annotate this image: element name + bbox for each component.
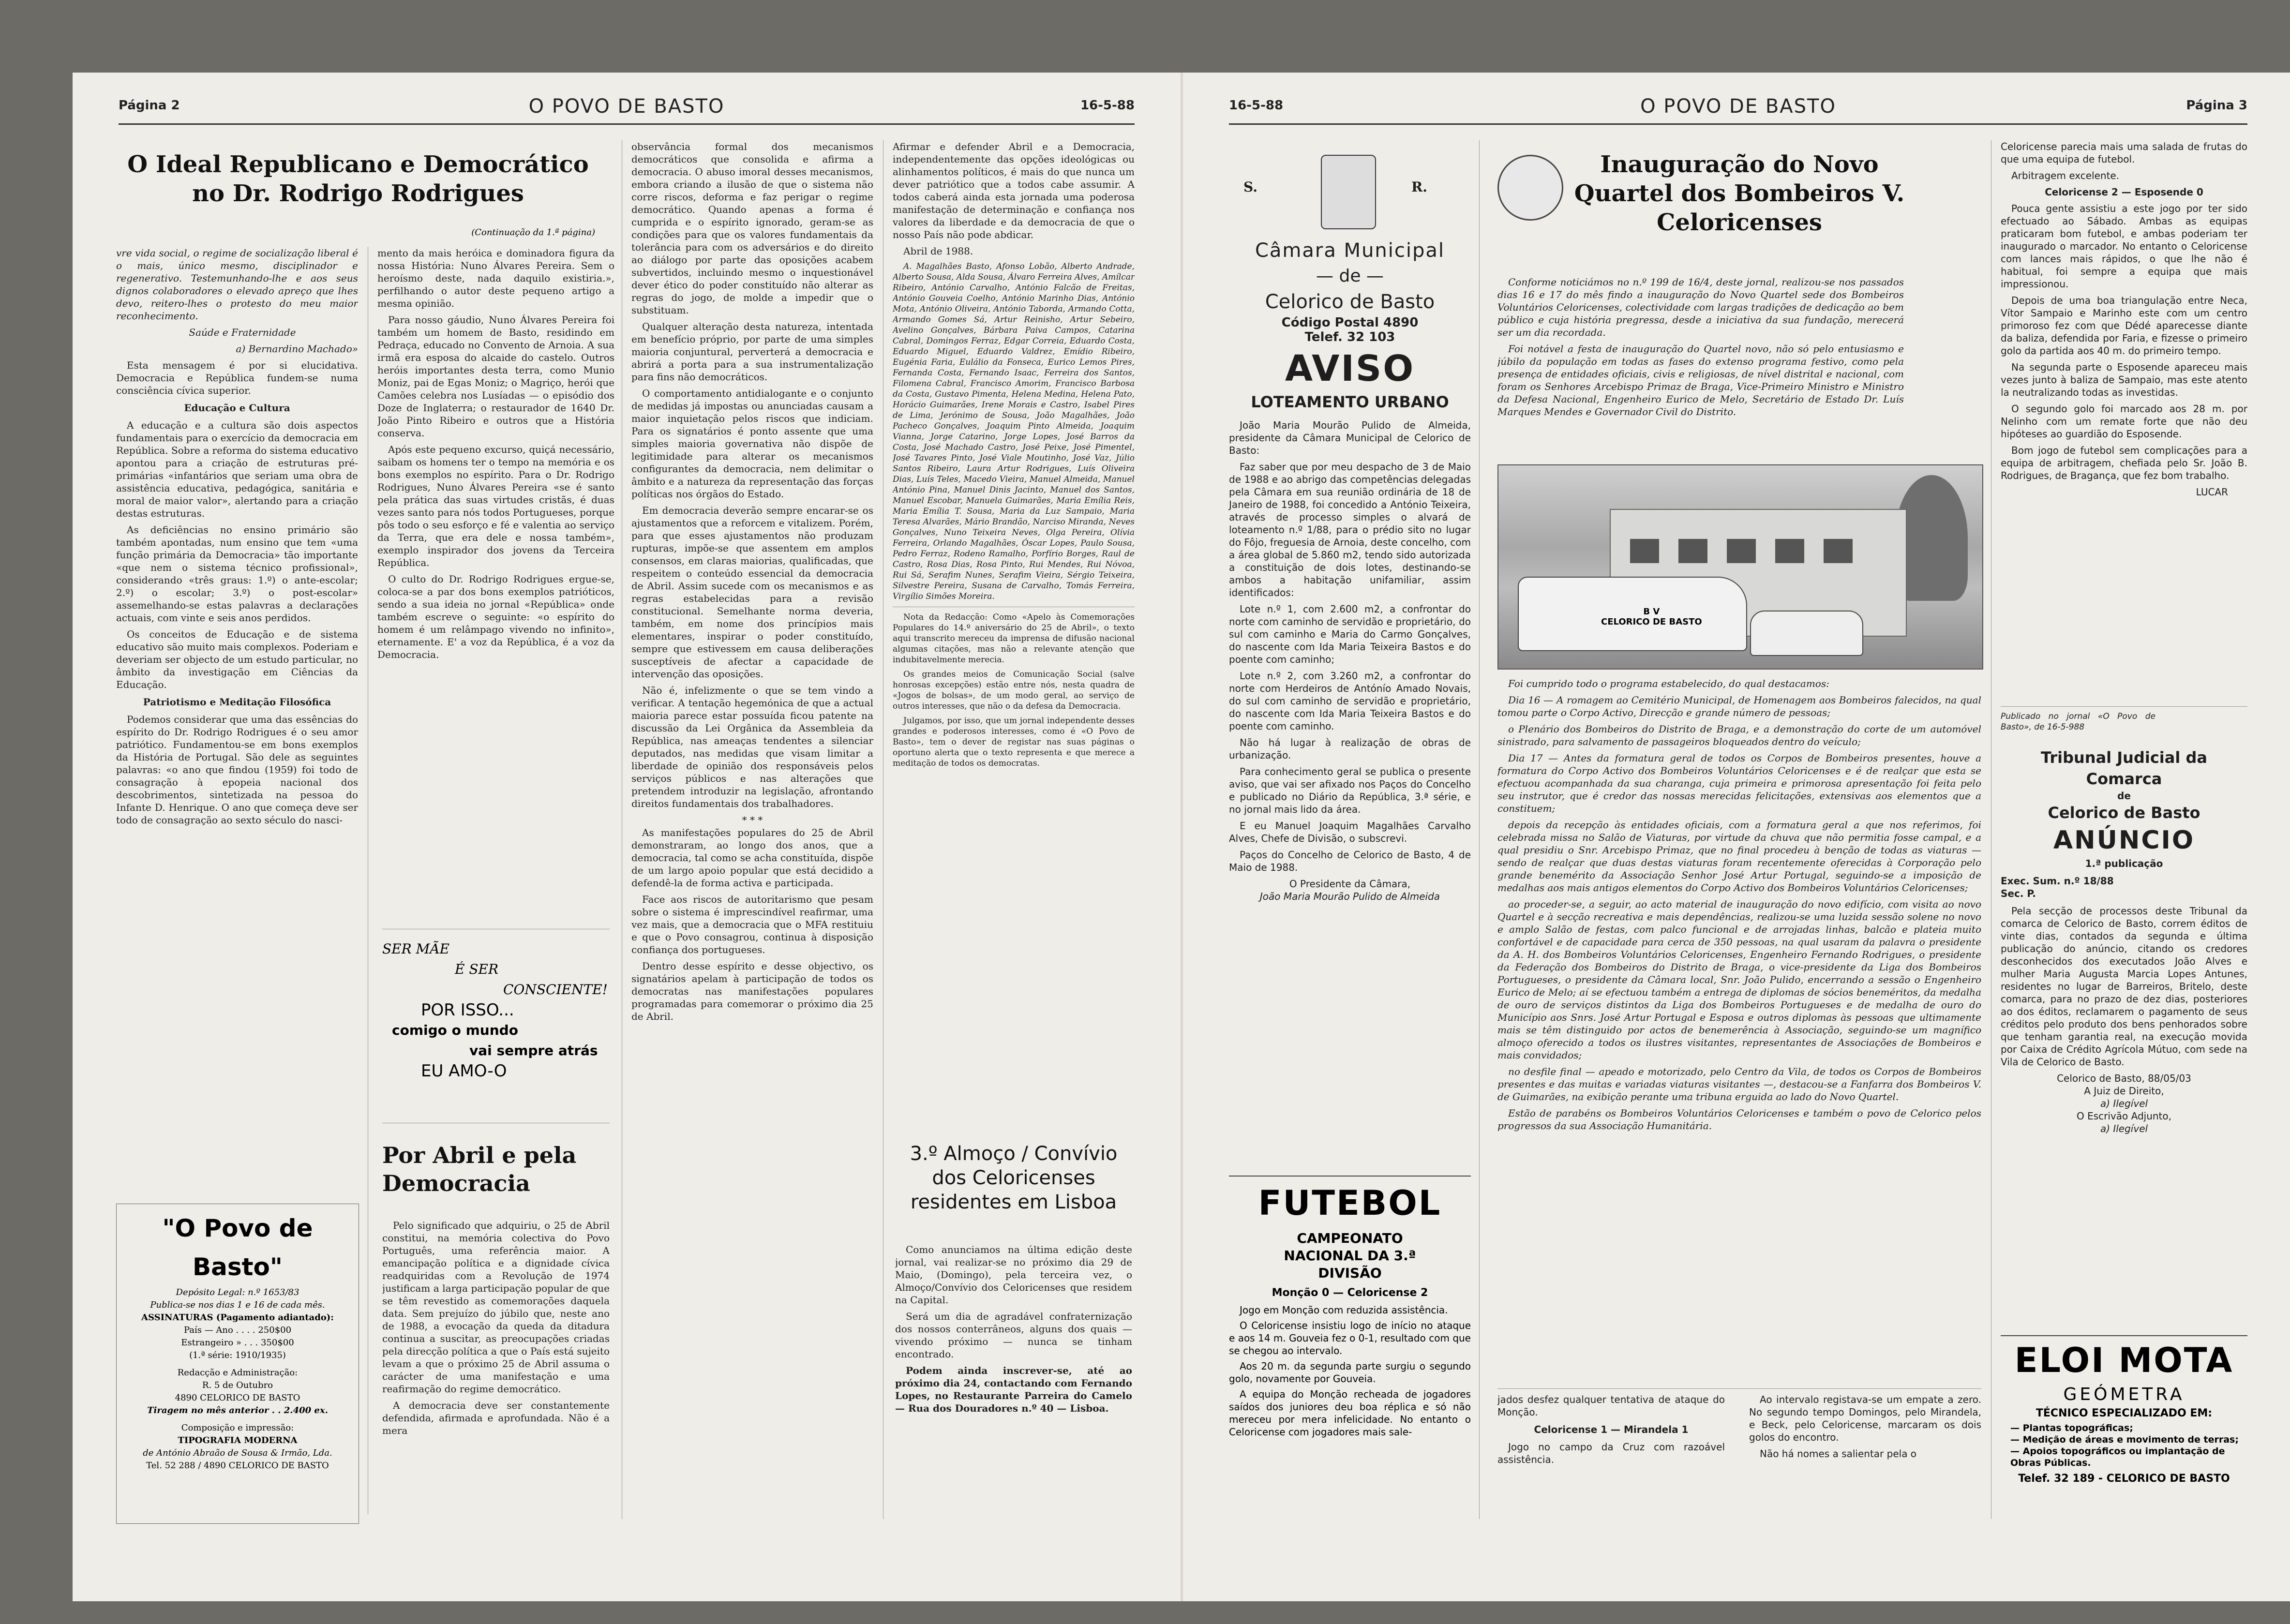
almoco-headline: 3.º Almoço / Convívio dos Celoricenses residentes em Lisboa xyxy=(910,1143,1118,1213)
sign-name: João Maria Mourão Pulido de Almeida xyxy=(1259,891,1440,902)
paragraph: As deficiências no ensino primário são também apontadas, num ensino que tem «uma função primária da Democracia» tão importante «que nem o sistema técnico profissional», considerando «três graus: 1.º) o ante-escolar; 2.º) o escolar; 3.º) o post-escolar» assemelhando-se estas palavras a declarações actuais, com vinte e seis anos perdidos. xyxy=(116,524,358,624)
match-result: Celoricense 2 — Esposende 0 xyxy=(2045,186,2203,198)
issue-date: 16-5-88 xyxy=(1229,98,1284,113)
ad-item: — Apoios topográficos ou implantação de Obras Públicas. xyxy=(2010,1446,2225,1468)
paragraph: Não há lugar à realização de obras de urbanização. xyxy=(1229,737,1471,761)
subs-pais: País — Ano . . . . 250$00 xyxy=(183,1325,292,1335)
tribunal-title-1: Tribunal Judicial da Comarca xyxy=(2041,748,2207,788)
paragraph: Qualquer alteração desta natureza, intentada em benefício próprio, por parte de uma simples maioria conjuntural, perverterá a democracia e abrirá a porta para a sua instrumentalização para fins não democráticos. xyxy=(631,321,873,383)
town: 4890 CELORICO DE BASTO xyxy=(175,1393,300,1403)
legal-deposit: Depósito Legal: n.º 1653/83 xyxy=(176,1287,299,1297)
almoco-column xyxy=(895,1243,1132,1519)
masthead-name: "O Povo de Basto" xyxy=(162,1214,313,1281)
paragraph: Jogo no campo da Cruz com razoável assistência. xyxy=(1497,1441,1725,1465)
sr-right: R. xyxy=(1411,179,1427,195)
paragraph: Foi cumprido todo o programa estabelecido, do qual destacamos: xyxy=(1508,678,1829,689)
paragraph: Aos 20 m. da segunda parte surgiu o segundo golo, novamente por Gouveia. xyxy=(1229,1360,1471,1385)
paragraph: Podemos considerar que uma das essências do espírito do Dr. Rodrigo Rodrigues é o seu amor patriótico. Fundamentou-se em bons exemplos da História de Portugal. São dele as seguintes palavras: «o ano que findou (1959) foi todo de consagração à epopeia nacional dos descobrimentos, sintetizada na pessoa do Infante D. Henrique. O ano que começa deve ser todo de consagração ao sexto século do nasci- xyxy=(116,714,358,826)
publicacao: 1.ª publicação xyxy=(2085,858,2163,869)
paragraph: jados desfez qualquer tentativa de ataque do Monção. xyxy=(1497,1394,1725,1418)
paragraph: Faz saber que por meu despacho de 3 de Maio de 1988 e ao abrigo das competências delegadas pela Câmara em sua reunião ordinária de 18 de Janeiro de 1988, foi concedido a António Teixeira, através de processo simples o alvará de loteamento n.º 1/88, para o prédio sito no lugar do Fôjo, freguesia de Arnoia, deste concelho, com a área global de 5.860 m2, tendo sido autorizada a constituição de dois lotes, destinando-se ambos a habitação unifamiliar, assim identificados: xyxy=(1229,461,1471,598)
paragraph: O segundo golo foi marcado aos 28 m. por Nelinho com um remate forte que não deu hipóteses ao guardião do Esposende. xyxy=(2001,403,2247,440)
paragraph: no desfile final — apeado e motorizado, pelo Centro da Vila, de todos os Corpos de Bombeiros presentes e das muitas e variadas viaturas visitantes —, destacou-se a Fanfarra dos Bombeiros V. de Guimarães, na exibição perante uma tribuna erguida ao lado do Novo Quartel. xyxy=(1497,1066,1981,1103)
subs-estrangeiro: Estrangeiro » . . . 350$00 xyxy=(181,1338,294,1348)
poem-line: EU AMO-O xyxy=(421,1061,507,1081)
camara-name-1: Câmara Municipal xyxy=(1255,239,1445,262)
bombeiros-logo-icon xyxy=(1497,155,1563,221)
paragraph: O comportamento antidialogante e o conjunto de medidas já impostas ou anunciadas causam a maior inquietação pelos riscos que indiciam. Para os signatários é ponto assente que uma simples maioria governativa não dispõe de legitimidade para alterar os mecanismos configurantes da democracia, nem delimitar o âmbito e a natureza da representação das forças políticas nos órgãos do Estado. xyxy=(631,387,873,500)
column-2 xyxy=(377,247,614,914)
fire-station-photo xyxy=(1497,464,1983,670)
camara-name-2: — de — xyxy=(1316,266,1384,286)
composicao: Composição e impressão: xyxy=(181,1423,294,1433)
paragraph: A democracia deve ser constantemente defendida, afirmada e aprofundada. Não é a mera xyxy=(382,1400,610,1436)
paragraph: Pelo significado que adquiriu, o 25 de Abril constitui, na memória colectiva do Povo Português, uma referência maior. A emancipação política e a dignidade cívica readquiridas com a Revolução de 1974 justificam a larga participação popular de que se têm revestido as comemorações daquela data. Sem prejuízo do júbilo que, neste ano de 1988, a evocação da queda da ditadura continua a suscitar, as preocupações criadas pela direcção política a que o País está sujeito levam a que o próximo 25 de Abril assuma o carácter de uma manifestação e uma reafirmação do regime democrático. xyxy=(382,1220,610,1395)
futebol-continued-1 xyxy=(1497,1393,1725,1519)
ad-item: — Plantas topográficas; xyxy=(2010,1423,2133,1433)
column-3 xyxy=(631,140,873,1519)
paper-title: O POVO DE BASTO xyxy=(1640,95,1836,118)
paragraph: Jogo em Monção com reduzida assistência. xyxy=(1240,1304,1448,1316)
paragraph: Conforme noticiámos no n.º 199 de 16/4, deste jornal, realizou-se nos passados dias 16 e 17 do mês findo a inauguração do Novo Quartel sede dos Bombeiros Voluntários Celoricenses, colectividade com largas tradições de dedicação ao bem público e cuja história pregressa, desde a iniciativa da sua fundação, merecerá ser um dia recordada. xyxy=(1497,276,1904,338)
futebol-title: FUTEBOL xyxy=(1258,1183,1442,1223)
published-note: Publicado no jornal «O Povo de Basto», de 16-5-988 xyxy=(2001,712,2155,732)
bombeiros-body xyxy=(1497,677,1981,1384)
paragraph: Dia 17 — Antes da formatura geral de todos os Corpos de Bombeiros presentes, houve a formatura do Corpo Activo dos Bombeiros Voluntários Celoricenses e é de realçar que esta se efectuou acompanhada da sua charanga, cuja primeira e primorosa apresentação foi feita pelo seu instrutor, que é credor das nossas merecidas felicitações, extensivas aos elementos que a constituem; xyxy=(1497,752,1981,814)
address: R. 5 de Outubro xyxy=(202,1380,273,1390)
bombeiros-headline: Inauguração do Novo Quartel dos Bombeiros V. Celoricenses xyxy=(1574,151,1905,236)
paper-title: O POVO DE BASTO xyxy=(528,95,725,118)
main-headline: O Ideal Republicano e Democrático no Dr. Rodrigo Rodrigues xyxy=(127,151,589,207)
editor-note: Os grandes meios de Comunicação Social (salve honrosas excepções) estão entre nós, nesta quadra de «Jogos de bolsas», de um modo geral, ao serviço de outros interesses, que não o da defesa da Democracia. xyxy=(893,670,1135,711)
page-2 xyxy=(73,73,1181,1601)
salute: Saúde e Fraternidade xyxy=(189,327,296,338)
poem-line: vai sempre atrás xyxy=(469,1043,598,1058)
paragraph: O Celoricense insistiu logo de início no ataque e aos 14 m. Gouveia fez o 0-1, resultado com que se chegou ao intervalo. xyxy=(1229,1320,1471,1356)
paragraph: Lote n.º 1, com 2.600 m2, a confrontar do norte com caminho de servidão e proprietário, do sul com caminho e Maria do Carmo Gonçalves, do nascente com Ida Maria Teixeira Bastos e do poente com caminho; xyxy=(1229,603,1471,665)
clerk-sign: a) Ilegível xyxy=(2100,1123,2148,1134)
sign-title: O Presidente da Câmara, xyxy=(1289,878,1411,890)
date-line: Abril de 1988. xyxy=(903,245,973,257)
paragraph: Pela secção de processos deste Tribunal da comarca de Celorico de Basto, correm éditos de vinte dias, contados da segunda e última publicação do anúncio, citando os credores desconhecidos dos executados João Alves e mulher Maria Augusta Marcia Lopes Antunes, residentes no lugar de Barreiros, Britelo, deste comarca, para no prazo de dez dias, posteriores ao dos éditos, reclamarem o pagamento de seus créditos pelo produto dos bens penhorados sobre que tenham garantia real, na execução movida por Caixa de Crédito Agrícola Mútuo, com sede na Vila de Celorico de Basto. xyxy=(2001,905,2247,1068)
poem-line: comigo o mundo xyxy=(392,1022,518,1038)
serie: (1.ª série: 1910/1935) xyxy=(189,1350,286,1360)
page-number: Página 2 xyxy=(119,98,180,113)
paragraph: Como anunciamos na última edição deste jornal, vai realizar-se no próximo dia 29 de Maio, (Domingo), pela terceira vez, o Almoço/Convívio dos Celoricenses que residem na Capital. xyxy=(895,1244,1132,1306)
signature: LUCAR xyxy=(2196,486,2228,498)
paragraph: Não há nomes a salientar pela o xyxy=(1760,1448,1917,1460)
printer-of: de António Abraão de Sousa & Irmão, Lda. xyxy=(143,1448,332,1458)
paragraph: Na segunda parte o Esposende apareceu mais vezes junto à baliza de Sampaio, mas este atento la neutralizando todas as investidas. xyxy=(2001,361,2247,398)
telephone: Telef. 32 103 xyxy=(1304,330,1395,344)
loteamento-title: LOTEAMENTO URBANO xyxy=(1251,393,1449,411)
municipal-crest-icon xyxy=(1321,155,1376,229)
paragraph: Após este pequeno excurso, quiçá necessário, saibam os homens ter o tempo na memória e os bons exemplos no espírito. Para o Dr. Rodrigo Rodrigues, Nuno Álvares Pereira «se é santo pela prática das suas virtudes cristãs, é duas vezes santo para nós todos Portugueses, porque pôs todo o seu esforço e fé e valentia ao serviço da Terra, que era dele e nossa também», exemplo inspirador dos jovens da Terceira República. xyxy=(377,444,614,568)
subscriptions-title: ASSINATURAS (Pagamento adiantado): xyxy=(141,1312,334,1323)
aviso-title: AVISO xyxy=(1285,348,1415,389)
notice-date: Celorico de Basto, 88/05/03 xyxy=(2057,1073,2191,1084)
ad-name: ELOI MOTA xyxy=(2014,1341,2234,1380)
masthead-box xyxy=(116,1204,359,1524)
schedule: Publica-se nos dias 1 e 16 de cada mês. xyxy=(150,1300,325,1310)
paragraph: Os conceitos de Educação e de sistema educativo são muito mais complexos. Poderiam e deveriam ser objecto de um estudo particular, no âmbito da investigação em Ciências da Educação. xyxy=(116,628,358,690)
tribunal-title-3: Celorico de Basto xyxy=(2048,804,2200,822)
paragraph: depois da recepção às entidades oficiais, com a formatura geral a que nos referimos, foi celebrada missa no Salão de Viaturas, por virtude da chuva que não permitia fosse campal, e a qual presidiu o Snr. Arcebispo Primaz, que no final procedeu à benção de todas as viaturas — sendo de realçar que duas destas viaturas foram recentemente oferecidas à Corporação pelo grande benemérito da Associação Senhor José Artur Portugal, seguindo-se a imposição de medalhas aos mais antigos elementos do Corpo Activo dos Bombeiros Voluntários Celoricenses; xyxy=(1497,819,1981,894)
van-lettering: B V CELORICO DE BASTO xyxy=(1601,607,1702,627)
editor-note: Julgamos, por isso, que um jornal independente desses grandes e poderosos interesses, como é «O Povo de Basto», tem o dever de registar nas suas páginas o oportuno alerta que o texto representa e que merece a meditação de todos os democratas. xyxy=(893,716,1135,768)
paragraph: A educação e a cultura são dois aspectos fundamentais para o exercício da democracia em República. Sobre a reforma do sistema educativo apontou para a criação de estruturas pré-primárias «infantários que seriam uma obra de assistência educativa, pedagógica, sanitária e moral de maior valor», alertando para a criação destas estruturas. xyxy=(116,419,358,519)
paragraph: Pouca gente assistiu a este jogo por ter sido efectuado ao Sábado. Ambas as equipas praticaram bom futebol, e ambas poderiam ter inaugurado o marcador. No entanto o Celoricense com lances mais rápidos, o que lhe não é habitual, foi sempre a equipa que mais impressionou. xyxy=(2001,203,2247,290)
paragraph: Lote n.º 2, com 3.260 m2, a confrontar do norte com Herdeiros de Antónío Amado Novais, do sul com caminho de servidão e proprietário, do nascente com Ida Maria Teixeira Bastos e do poente com caminho. xyxy=(1229,670,1471,732)
redaccao: Redacção e Administração: xyxy=(177,1368,298,1378)
signature: a) Bernardino Machado» xyxy=(236,343,358,355)
newspaper-spread xyxy=(73,73,2290,1601)
paragraph: João Maria Mourão Pulido de Almeida, presidente da Câmara Municipal de Celorico de Basto: xyxy=(1229,419,1471,456)
paragraph: Arbitragem excelente. xyxy=(2011,170,2120,181)
paragraph: Podem ainda inscrever-se, até ao próximo dia 24, contactando com Fernando Lopes, no Restaurante Parreira do Camelo — Rua dos Douradores n.º 40 — Lisboa. xyxy=(895,1365,1132,1414)
paragraph: Para conhecimento geral se publica o presente aviso, que vai ser afixado nos Paços do Concelho e publicado no Diário da República, 3.ª série, e no jornal mais lido da área. xyxy=(1229,766,1471,815)
paragraph: A equipa do Monção recheada de jogadores saídos dos juniores deu boa réplica e só não mereceu por mera infelicidade. No entanto o Celoricense com jogadores mais sale- xyxy=(1229,1388,1471,1438)
paragraph: As manifestações populares do 25 de Abril demonstraram, ao longo dos anos, que a democracia, tal como se acha constituída, dispõe de um largo apoio popular que está decidido a defendê-la de forma activa e participada. xyxy=(631,827,873,889)
match-result: Monção 0 — Celoricense 2 xyxy=(1272,1287,1428,1299)
page-3 xyxy=(1183,73,2290,1601)
poem-line: POR ISSO... xyxy=(421,1000,514,1020)
paragraph: Para nosso gáudio, Nuno Álvares Pereira foi também um homem de Basto, residindo em Pedraça, educado no Convento de Arnoia. A sua irmã era esposa do alcaide do castelo. Outros heróis importantes desta terra, como Munio Moniz, pai de Egas Moniz; o Magriço, herói que Camões celebra nos Lusíadas — o episódio dos Doze de Inglaterra; o restaurador de 1640 Dr. João Pinto Ribeiro e outros que a História conserva. xyxy=(377,314,614,439)
abril-headline: Por Abril e pela Democracia xyxy=(382,1142,577,1196)
judge-sign: a) Ilegível xyxy=(2100,1098,2148,1109)
page-number: Página 3 xyxy=(2186,98,2247,113)
issue-date: 16-5-88 xyxy=(1080,98,1135,113)
clerk-title: O Escrivão Adjunto, xyxy=(2077,1110,2171,1122)
futebol-box xyxy=(1229,1176,1471,1441)
signatories: A. Magalhães Basto, Afonso Lobão, Alberto Andrade, Alberto Sousa, Alda Sousa, Álvaro Ferreira Alves, Amílcar Ribeiro, António Carvalho, António Falcão de Freitas, António Gouveia Coelho, António Marinho Dias, António Mota, António Oliveira, António Taborda, Armando Cotta, Armando Gomes Sá, Artur Reinisho, Artur Sebeiro, Avelino Gonçalves, Bárbara Paiva Campos, Catarina Cabral, Domingos Ferraz, Edgar Correia, Eduardo Costa, Eduardo Miguel, Eduardo Valdrez, Emídio Ribeiro, Eugénia Faria, Eulálio da Fonseca, Eurico Lemos Pires, Fernanda Costa, Fernando Isaac, Ferreira dos Santos, Filomena Cabral, Francisco Amorim, Francisco Barbosa da Costa, Gustavo Pimenta, Helena Medina, Helena Pato, Horácio Guimarães, Irene Morais e Castro, Isabel Pires de Lima, Jerónimo de Sousa, João Magalhães, João Pacheco Gonçalves, Joaquim Pinto Almeida, Joaquim Vianna, Jorge Catarino, Jorge Lopes, José Barros da Costa, José Machado Castro, José Peixe, José Pimentel, José Tavares Pinto, José Viale Moutinho, José Vaz, Júlio Santos Ribeiro, Laura Artur Rodrigues, Luís Oliveira Dias, Luís Teles, Macedo Vieira, Manuel Almeida, Manuel António Pina, Manuel Dinis Jacinto, Manuel dos Santos, Manuel Escobar, Manuela Guimarães, Maria Emília Reis, Maria Emília T. Sousa, Maria da Luz Sampaio, Maria Teresa Alvarães, Mário Brandão, Narciso Miranda, Neves Gonçalves, Nuno Teixeira Neves, Olga Pereira, Olívia Ferreira, Orlando Magalhães, Óscar Lopes, Paulo Sousa, Pedro Ferraz, Rodeno Ramalho, Porfírio Borges, Raul de Castro, Rosa Dias, Rosa Pinto, Rui Mendes, Rui Nóvoa, Rui Sá, Serafim Nunes, Serafim Vieira, Sérgio Teixeira, Silvestre Pereira, Susana de Carvalho, Tomás Ferreira, Virgílio Simões Moreira. xyxy=(893,262,1135,601)
paragraph: observância formal dos mecanismos democráticos que consolida e afirma a democracia. O abuso imoral desses mecanismos, embora criando a ilusão de que o sistema não corre riscos, deforma e faz perigar o regime democrático. Quando apenas a forma é cumprida e o espírito ignorado, geram-se as condições para que os valores fundamentais da tolerância para com os adversários e do direito ao diálogo por parte das oposições acabem subvertidos, incluindo mesmo o inquestionável dever ético do poder constituído não alterar as regras do jogo, de molde a impedir que o substituam. xyxy=(631,141,873,316)
paragraph: Afirmar e defender Abril e a Democracia, independentemente das opções ideológicas ou alinhamentos políticos, é mais do que nunca um dever patriótico que a todos cabe assumir. A todos caberá ainda esta jornada uma poderosa manifestação de determinação e confiança nos valores da liberdade e da democracia de que o nosso País não pode abdicar. xyxy=(893,141,1135,240)
eloi-mota-ad xyxy=(2001,1335,2247,1485)
ambulance-van xyxy=(1518,577,1747,651)
column-4 xyxy=(893,140,1135,943)
paragraph: Foi notável a festa de inauguração do Quartel novo, não só pelo entusiasmo e júbilo da população em todas as fases do extenso programa festivo, como pela presença de entidades oficiais, civis e religiosas, de nível distrital e nacional, com foram os Senhores Arcebispo Primaz de Braga, Vice-Primeiro Ministro e Ministro da Defesa Nacional, Engenheiro Eurico de Melo, Secretário de Estado Dr. Luís Marques Mendes e Governador Civil do Distrito. xyxy=(1497,343,1904,417)
abril-column xyxy=(382,1219,610,1519)
section: Sec. P. xyxy=(2001,888,2036,899)
camara-notice xyxy=(1229,150,1471,1117)
postal-code: Código Postal 4890 xyxy=(1281,315,1419,330)
poem-line: SER MÃE xyxy=(382,941,449,957)
quote: vre vida social, o regime de socialização liberal é o mais, único mesmo, disciplinador e regenerativo. Testemunhando-lhe e aos seus dignos colaboradores o elevado apreço que lhes devo, reitero-lhes o protesto do meu maior reconhecimento. xyxy=(116,247,358,322)
paragraph: Será um dia de agradável confraternização dos nossos conterrâneos, alguns dos quais — vivendo próximo — nunca se tinham encontrado. xyxy=(895,1311,1132,1360)
poem-block xyxy=(382,929,610,1123)
poem-line: É SER xyxy=(455,961,499,977)
ad-profession: GEÓMETRA xyxy=(2063,1385,2185,1404)
subheading: Patriotismo e Meditação Filosófica xyxy=(143,696,331,708)
paragraph: Esta mensagem é por si elucidativa. Democracia e República fundem-se numa consciência cívica superior. xyxy=(116,359,358,396)
paragraph: Dia 16 — A romagem ao Cemitério Municipal, de Homenagem aos Bombeiros falecidos, na qual tomou parte o Corpo Activo, Direcção e grande número de pessoas; xyxy=(1497,694,1981,718)
paragraph: O culto do Dr. Rodrigo Rodrigues ergue-se, coloca-se a par dos bons exemplos patrióticos, sendo a sua ideia no jornal «República» onde também escreve o seguinte: «o espírito do homem é um relâmpago vivendo no infinito», eternamente. E' a voz da República, é a voz da Democracia. xyxy=(377,573,614,660)
paragraph: Dentro desse espírito e desse objectivo, os signatários apelam à participação de todos os democratas nas manifestações populares programadas para comemorar o próximo dia 25 de Abril. xyxy=(631,960,873,1022)
paragraph: Estão de parabéns os Bombeiros Voluntários Celoricenses e também o povo de Celorico pelos progressos da sua Associação Humanitária. xyxy=(1497,1107,1981,1132)
futebol-continued-2 xyxy=(1749,1393,1981,1519)
paragraph: Paços do Concelho de Celorico de Basto, 4 de Maio de 1988. xyxy=(1229,849,1471,873)
paragraph: Face aos riscos de autoritarismo que pesam sobre o sistema é imprescindível reafirmar, uma vez mais, que a democracia que o MFA restituiu e que o Povo consagrou, continua à disposição confiança dos portugueses. xyxy=(631,894,873,955)
ambulance-car xyxy=(1750,611,1863,656)
paragraph: Não é, infelizmente o que se tem vindo a verificar. A tentação hegemónica de que a actual maioria parece estar possuída ficou patente na discussão da Lei Orgânica da Assembleia da República, nas ameaças tendentes a silenciar deputados, nas medidas que visam limitar a liberdade de opinião dos responsáveis pelos serviços públicos e nas alterações que pretendem introduzir na legislação, afrontando direitos fundamentais dos trabalhadores. xyxy=(631,685,873,809)
continuation-note: (Continuação da 1.ª página) xyxy=(471,227,595,238)
ad-item: — Medição de áreas e movimento de terras; xyxy=(2010,1434,2239,1445)
printer-tel: Tel. 52 288 / 4890 CELORICO DE BASTO xyxy=(146,1460,329,1471)
tiragem: Tiragem no mês anterior . . 2.400 ex. xyxy=(147,1405,328,1415)
paragraph: o Plenário dos Bombeiros do Distrito de Braga, e a demonstração do corte de um automóvel sinistrado, para salvamento de passageiros bloqueados dentro do veículo; xyxy=(1497,723,1981,747)
sr-left: S. xyxy=(1243,179,1257,195)
paragraph: Bom jogo de futebol sem complicações para a equipa de arbitragem, chefiada pelo Sr. João B. Rodrigues, de Bragança, que fez bom trabalho. xyxy=(2001,445,2247,481)
camara-name-3: Celorico de Basto xyxy=(1265,291,1435,313)
futebol-subtitle: CAMPEONATO NACIONAL DA 3.ª DIVISÃO xyxy=(1284,1230,1416,1281)
editor-note: Nota da Redacção: Como «Apelo às Comemorações Populares do 14.º aniversário do 25 de Abril», o texto aqui transcrito mereceu da imprensa de difusão nacional algumas citações, mas não a relevante atenção que indubitavelmente merecia. xyxy=(893,612,1135,665)
bombeiros-intro xyxy=(1497,276,1904,460)
paragraph: mento da mais heróica e dominadora figura da nossa História: Nuno Álvares Pereira. Sem o heroísmo deste, nada daquilo existiria.», perfilhando o autor deste pequeno artigo a mesma opinião. xyxy=(377,247,614,309)
paragraph: ao proceder-se, a seguir, ao acto material de inauguração do novo edifício, com visita ao novo Quartel e à secção recreativa e mais dependências, realizou-se uma luzida sessão solene no novo e amplo Salão de festas, com palco funcional e de arrojadas linhas, balcão e plateia muito confortável e de capacidade para cerca de 350 pessoas, na qual usaram da palavra o presidente da A. H. dos Bombeiros Voluntários Celoricenses, Engenheiro Fernando Rodrigues, o presidente da Federação dos Bombeiros do Distrito de Braga, o vice-presidente da Liga dos Bombeiros Portugueses, o presidente da Câmara local, Snr. João Pulido, encerrando a sessão o Engenheiro Eurico de Melo; aí se efectuou também a entrega de diplomas de sócios beneméritos, da medalha de ouro de serviços distintos da Liga dos Bombeiros Portugueses e de medalha de ouro do Município aos Snrs. José Artur Portugal e Esposa e outros diplomas às pessoas que ultimamente mais se têm distinguido por actos de benemerência à Associação, seguindo-se um magnífico almoço oferecido a todos os ilustres visitantes, representantes de Associações de Bombeiros e mais convidados; xyxy=(1497,898,1981,1061)
printer: TIPOGRAFIA MODERNA xyxy=(178,1435,298,1445)
ad-telephone: Telef. 32 189 - CELORICO DE BASTO xyxy=(2018,1473,2230,1485)
futebol-column-3 xyxy=(2001,140,2247,701)
separator-stars: * * * xyxy=(742,814,763,826)
paragraph: Ao intervalo registava-se um empate a zero. No segundo tempo Domingos, pelo Mirandela, e Beck, pelo Celoricense, marcaram os dois golos do encontro. xyxy=(1749,1394,1981,1443)
judge-title: A Juiz de Direito, xyxy=(2084,1085,2164,1097)
column-1 xyxy=(116,247,358,1190)
running-header-right xyxy=(1229,94,2247,125)
subheading: Educação e Cultura xyxy=(184,402,290,414)
tribunal-title-2: de xyxy=(2117,790,2131,802)
paragraph: Celoricense parecia mais uma salada de frutas do que uma equipa de futebol. xyxy=(2001,141,2247,165)
running-header-left xyxy=(119,94,1135,125)
tribunal-notice xyxy=(2001,711,2247,1326)
column-rule xyxy=(1479,140,1480,1519)
poem-line: CONSCIENTE! xyxy=(503,982,608,998)
paragraph: E eu Manuel Joaquim Magalhães Carvalho Alves, Chefe de Divisão, o subscrevi. xyxy=(1229,820,1471,844)
anuncio-title: ANÚNCIO xyxy=(2053,826,2195,855)
match-result: Celoricense 1 — Mirandela 1 xyxy=(1534,1424,1689,1435)
ad-specialty: TÉCNICO ESPECIALIZADO EM: xyxy=(2036,1407,2213,1419)
paragraph: Depois de uma boa triangulação entre Neca, Vítor Sampaio e Marinho este com um centro primoroso fez com que Dédé aparecesse diante da baliza, defendida por Faria, e fizesse o primeiro golo da partida aos 40 m. do primeiro tempo. xyxy=(2001,295,2247,357)
paragraph: Em democracia deverão sempre encarar-se os ajustamentos que a reforcem e vitalizem. Porém, para que esses ajustamentos não produzam rupturas, impõe-se que assentem em amplos consensos, em claras maiorias, qualificadas, que respeitem o conteúdo essencial da democracia de Abril. Assim sucede com os mecanismos e as regras estabelecidas para a revisão constitucional. Semelhante norma deveria, também, em nome dos princípios mais elementares, inspirar o poder constituído, sempre que estivessem em causa deliberações susceptíveis de afectar a capacidade de intervenção das oposições. xyxy=(631,505,873,680)
exec-number: Exec. Sum. n.º 18/88 xyxy=(2001,875,2114,887)
